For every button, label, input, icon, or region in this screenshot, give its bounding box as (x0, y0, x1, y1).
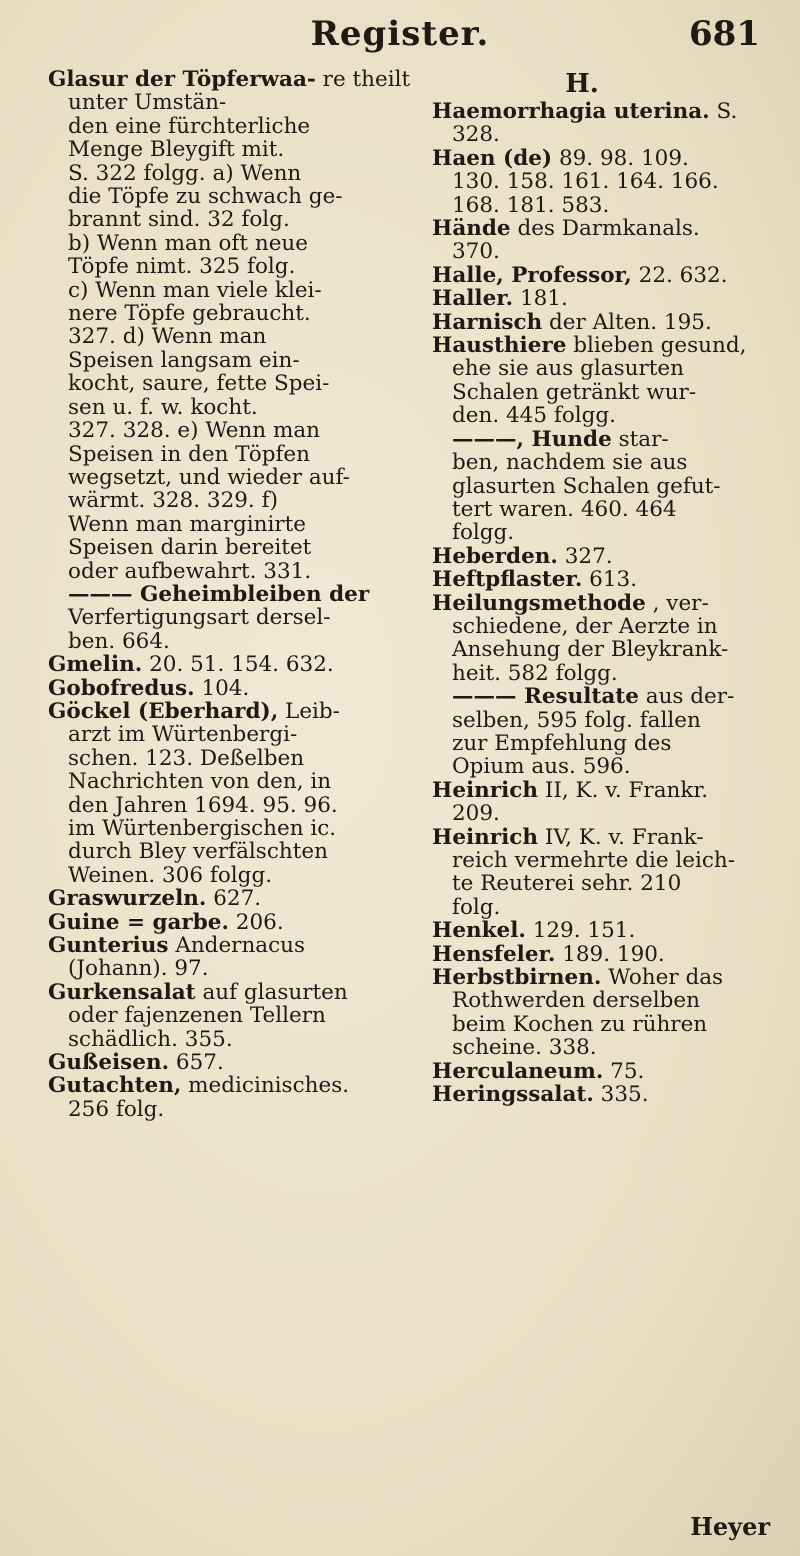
entry-headword: Heilungsmethode (432, 590, 646, 616)
entry-line: durch Bley verfälschten (68, 839, 328, 865)
entry-headword: Halle, Professor, (432, 262, 632, 288)
entry-headword: Harnisch (432, 309, 543, 335)
entry-headword: Gunterius (48, 933, 169, 959)
entry-line: star- (618, 426, 669, 452)
entry-line: 104. (201, 675, 250, 701)
index-entry (48, 677, 418, 700)
entry-line: auf glasurten (202, 979, 348, 1005)
entry-line: S. (716, 99, 738, 124)
index-entry (48, 981, 418, 1051)
entry-headword: Gobofredus. (48, 675, 195, 701)
entry-line: Opium aus. 596. (452, 754, 631, 780)
index-entry (432, 592, 772, 686)
entry-headword: ——— Resultate (452, 684, 639, 710)
entry-line: schen. 123. Deßelben (68, 745, 305, 771)
entry-line: IV, K. v. Frank- (544, 824, 704, 850)
entry-line: selben, 595 folg. fallen (452, 707, 701, 733)
entry-line: die Töpfe zu schwach ge- (68, 184, 343, 210)
index-entry (48, 583, 418, 653)
entry-line: Speisen darin bereitet (68, 535, 312, 561)
entry-line: 20. 51. 154. 632. (149, 652, 334, 678)
entry-headword: Heinrich (432, 777, 539, 803)
entry-line: sen u. f. w. kocht. (68, 394, 258, 420)
entry-line: des Darmkanals. (517, 216, 700, 242)
entry-line: 335. (600, 1082, 649, 1108)
entry-headword: Haller. (432, 286, 514, 312)
entry-line: Verfertigungsart dersel- (68, 605, 331, 631)
entry-line: 327. d) Wenn man (68, 324, 267, 350)
index-entry (432, 966, 772, 1060)
entry-line: ben. 664. (68, 628, 170, 654)
entry-line: II, K. v. Frankr. (544, 777, 709, 803)
index-entry (432, 685, 772, 779)
entry-line: oder aufbewahrt. 331. (68, 558, 312, 584)
entry-headword: Göckel (Eberhard), (48, 698, 279, 724)
index-entry (432, 428, 772, 545)
entry-line: Schalen getränkt wur- (452, 379, 697, 405)
index-entry (48, 700, 418, 887)
index-entry (432, 147, 772, 217)
entry-line: schädlich. 355. (68, 1026, 233, 1052)
entry-line: glasurten Schalen gefut- (452, 473, 721, 499)
entry-line: medicinisches. (188, 1073, 350, 1099)
entry-line: den Jahren 1694. 95. 96. (68, 792, 338, 818)
entry-line: 129. 151. (532, 918, 636, 944)
entry-headword: Gurkensalat (48, 979, 196, 1005)
entry-line: 370. (452, 239, 500, 265)
index-entry (432, 943, 772, 966)
index-entry (432, 264, 772, 287)
entry-line: Ansehung der Bleykrank- (452, 637, 729, 663)
entry-line: Leib- (285, 698, 340, 724)
entry-line: blieben gesund, (573, 333, 747, 359)
entry-line: arzt im Würtenbergi- (68, 722, 298, 748)
index-entry (432, 545, 772, 568)
entry-line: Menge Bleygift mit. (68, 137, 285, 163)
entry-line: wegsetzt, und wieder auf- (68, 464, 350, 490)
index-entry (48, 1051, 418, 1074)
entry-headword: Graswurzeln. (48, 886, 207, 912)
entry-headword: Gußeisen. (48, 1050, 170, 1076)
entry-line: 327. 328. e) Wenn man (68, 418, 321, 444)
catchword: Heyer (690, 1512, 770, 1541)
entry-line: brannt sind. 32 folg. (68, 207, 290, 233)
entry-line: 657. (175, 1050, 224, 1076)
index-entry (432, 568, 772, 591)
section-letter: H. (565, 69, 599, 99)
entry-line: 22. 632. (638, 262, 728, 288)
index-entry (432, 100, 772, 147)
entry-headword: Guine = garbe. (48, 909, 229, 935)
entry-headword: Haemorrhagia uterina. (432, 99, 710, 124)
entry-headword: Henkel. (432, 918, 526, 944)
index-entry (48, 934, 418, 981)
entry-line: 189. 190. (562, 941, 665, 967)
entry-line: Nachrichten von den, in (68, 769, 332, 795)
entry-line: Weinen. 306 folgg. (68, 862, 273, 888)
entry-headword: Glasur der Töpferwaa- (48, 67, 316, 92)
entry-line: Töpfe nimt. 325 folg. (68, 254, 296, 280)
entry-line: re theilt unter Umstän- (68, 67, 411, 116)
entry-line: zur Empfehlung des (452, 730, 672, 756)
page-number: 681 (689, 14, 760, 54)
entry-line: 168. 181. 583. (452, 192, 610, 218)
entry-line: 181. (519, 286, 568, 312)
entry-line: heit. 582 folgg. (452, 660, 618, 686)
index-entry (432, 779, 772, 826)
entry-line: ben, nachdem sie aus (452, 450, 688, 476)
entry-headword: Haen (de) (432, 145, 553, 171)
entry-line: Rothwerden derselben (452, 988, 700, 1014)
running-title: Register. (310, 14, 490, 54)
entry-line: folgg. (452, 520, 515, 546)
entry-line: 130. 158. 161. 164. 166. (452, 169, 719, 195)
entry-line: Speisen langsam ein- (68, 347, 300, 373)
entry-line: Wenn man marginirte (68, 511, 306, 537)
index-entry (432, 287, 772, 310)
entry-line: im Würtenbergischen ic. (68, 816, 337, 841)
index-entry (432, 217, 772, 264)
entry-line: Andernacus (175, 933, 306, 959)
entry-line: nere Töpfe gebraucht. (68, 301, 311, 327)
entry-line: 89. 98. 109. (558, 145, 689, 171)
right-column (432, 68, 772, 1106)
entry-line: 328. (452, 122, 500, 148)
entry-headword: Hausthiere (432, 333, 567, 359)
index-entry (432, 826, 772, 920)
entry-line: 627. (213, 886, 262, 912)
entry-line: wärmt. 328. 329. f) (68, 488, 278, 514)
left-column (48, 68, 418, 1121)
entry-line: folg. (452, 894, 501, 920)
entry-headword: ———, Hunde (452, 426, 612, 452)
entry-headword: Hensfeler. (432, 941, 556, 967)
entry-headword: Herbstbirnen. (432, 965, 602, 991)
entry-line: 327. (564, 543, 613, 569)
index-entry (432, 311, 772, 334)
page-header (40, 10, 760, 60)
entry-line: b) Wenn man oft neue (68, 230, 308, 256)
entry-headword: Hände (432, 216, 511, 242)
entry-line: der Alten. 195. (549, 309, 712, 335)
entry-line: oder fajenzenen Tellern (68, 1003, 326, 1029)
entry-line: , ver- (652, 590, 709, 616)
entry-line: ehe sie aus glasurten (452, 356, 684, 382)
entry-line: S. 322 folgg. a) Wenn (68, 160, 302, 186)
entry-line: te Reuterei sehr. 210 (452, 871, 682, 897)
entry-line: aus der- (645, 684, 735, 710)
entry-line: Woher das (608, 965, 724, 991)
entry-headword: Heftpflaster. (432, 567, 583, 593)
index-entry (432, 919, 772, 942)
index-entry (432, 1083, 772, 1106)
entry-line: 256 folg. (68, 1096, 165, 1122)
entry-line: den. 445 folgg. (452, 403, 617, 429)
entry-line: kocht, saure, fette Spei- (68, 371, 330, 397)
index-entry (48, 887, 418, 910)
index-entry (48, 68, 418, 583)
index-entry (432, 334, 772, 428)
entry-headword: Heberden. (432, 543, 558, 569)
entry-line: 613. (589, 567, 638, 593)
entry-line: 75. (610, 1058, 645, 1084)
entry-line: den eine fürchterliche (68, 113, 311, 139)
entry-headword: Herculaneum. (432, 1058, 604, 1084)
index-entry (48, 1074, 418, 1121)
entry-line: 206. (235, 909, 284, 935)
entry-headword: Gmelin. (48, 652, 143, 678)
index-entry (432, 1060, 772, 1083)
index-entry (48, 653, 418, 676)
entry-headword: ——— Geheimbleiben der (68, 581, 370, 607)
entry-headword: Gutachten, (48, 1073, 182, 1099)
entry-line: reich vermehrte die leich- (452, 848, 736, 873)
entry-line: scheine. 338. (452, 1035, 597, 1061)
entry-line: tert waren. 460. 464 (452, 496, 677, 522)
entry-line: beim Kochen zu rühren (452, 1011, 708, 1037)
entry-line: schiedene, der Aerzte in (452, 613, 718, 639)
index-entry (48, 911, 418, 934)
entry-headword: Heinrich (432, 824, 539, 850)
entry-line: 209. (452, 801, 500, 827)
entry-headword: Heringssalat. (432, 1082, 594, 1108)
entry-line: c) Wenn man viele klei- (68, 277, 322, 303)
entry-line: (Johann). 97. (68, 956, 209, 982)
entry-line: Speisen in den Töpfen (68, 441, 311, 467)
